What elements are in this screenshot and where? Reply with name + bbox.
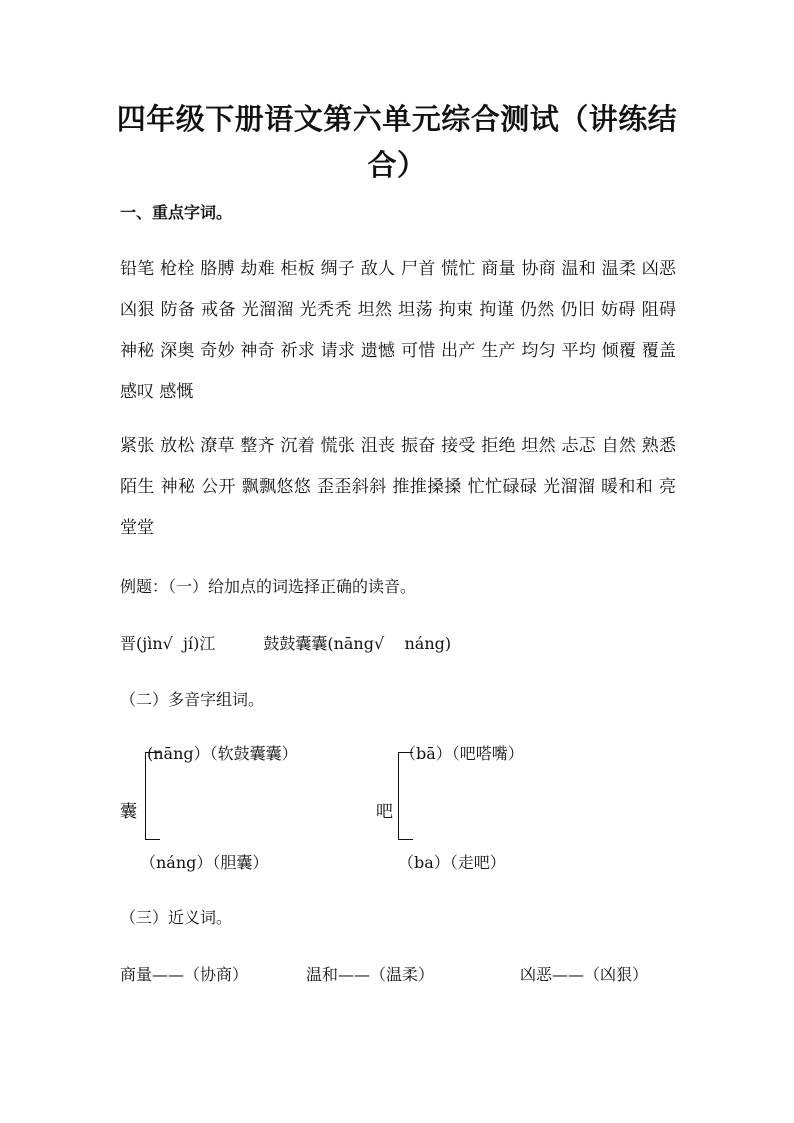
example-heading: 例题：（一）给加点的词选择正确的读音。 xyxy=(120,577,417,596)
pinyin-question-row xyxy=(120,631,451,654)
synonyms-heading: （三）近义词。 xyxy=(120,908,233,927)
pinyin-item-2: 鼓鼓囊囊(nāng√ náng) xyxy=(263,634,452,653)
word-list-paragraph-1: 铅笔 枪栓 胳膊 劫难 柜板 绸子 敌人 尸首 慌忙 商量 协商 温和 温柔 凶恶 凶狠 防备 戒备 光溜溜 光秃秃 坦然 坦荡 拘束 拘谨 仍然 仍旧 妨碍 阻碍 神秘 深奥 奇妙 神奇 祈求 请求 遗憾 可惜 出产 生产 均匀 平均 倾覆 覆盖 感叹 感慨 xyxy=(120,259,676,402)
polyphone-2-bottom-reading: （ba）（走吧） xyxy=(398,853,506,872)
polyphone-2-top-reading: （bā）（吧嗒嘴） xyxy=(400,744,524,763)
section-heading-key-words: 一、重点字词。 xyxy=(120,203,233,222)
brace-left-2 xyxy=(398,752,413,840)
polyphone-1-char: 囊 xyxy=(120,802,137,822)
synonym-pair-2: 温和——（温柔） xyxy=(306,965,435,984)
page-title: 四年级下册语文第六单元综合测试（讲练结合） xyxy=(116,102,678,182)
polyphone-2-char: 吧 xyxy=(376,802,393,822)
polyphone-heading: （二）多音字组词。 xyxy=(120,690,265,709)
word-list-paragraph-2: 紧张 放松 潦草 整齐 沉着 慌张 沮丧 振奋 接受 拒绝 坦然 忐忑 自然 熟悉 陌生 神秘 公开 飘飘悠悠 歪歪斜斜 推推搡搡 忙忙碌碌 光溜溜 暖和和 亮堂堂 xyxy=(120,436,676,538)
brace-left-1 xyxy=(145,752,160,840)
synonym-pair-3: 凶恶——（凶狠） xyxy=(520,965,649,984)
pinyin-item-1: 晋(jìn√ jí)江 xyxy=(120,634,216,653)
polyphone-1-bottom-reading: （náng）（胆囊） xyxy=(140,853,269,872)
synonym-pair-1: 商量——（协商） xyxy=(120,965,249,984)
polyphone-1-top-reading: (nāng）（软鼓囊囊） xyxy=(147,744,298,763)
